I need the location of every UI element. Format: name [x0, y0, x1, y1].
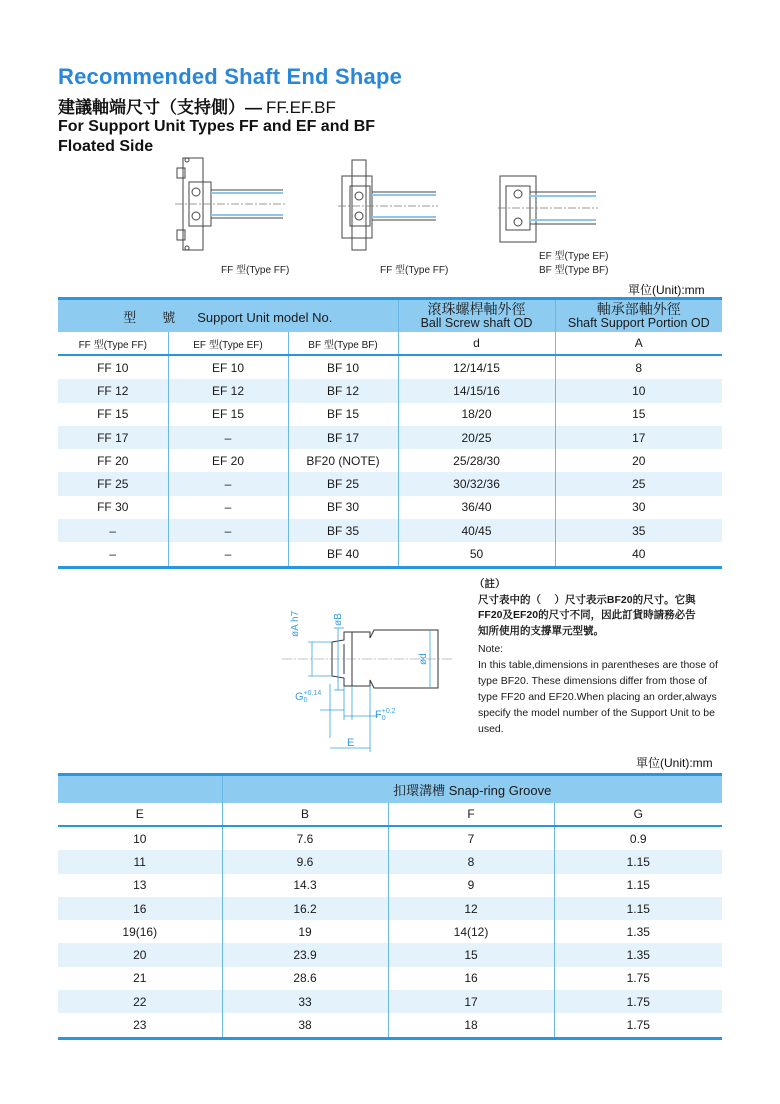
snap-ring-header: 扣環溝槽 Snap-ring Groove: [222, 775, 722, 804]
note-zh-line-2: FF20及EF20的尺寸不同，因此訂貨時請務必告: [478, 609, 696, 621]
ff-caption-2: FF 型(Type FF): [380, 265, 449, 276]
table2-cell-g: 1.75: [554, 990, 722, 1013]
support-header: [555, 299, 722, 333]
table1-cell-bf: BF 12: [288, 379, 398, 402]
subtitle: [58, 117, 375, 157]
table-row: [58, 472, 722, 495]
ef-caption: EF 型(Type EF): [539, 251, 609, 262]
note-en-line-3: type FF20 and EF20.When placing an order,always: [478, 691, 717, 703]
table1-cell-a: 10: [555, 379, 722, 402]
ff-type-drawing-2: [338, 156, 438, 256]
support-header-zh: 軸承部軸外徑: [596, 301, 681, 317]
table-row: [58, 449, 722, 472]
table2-cell-e: 21: [133, 971, 147, 986]
phi-a-label: øA h7: [290, 610, 301, 637]
table2-cell-e: 10: [133, 831, 147, 846]
table1-cell-d: 25/28/30: [398, 449, 555, 472]
note-zh-line-1: 尺寸表中的（ ）尺寸表示BF20的尺寸。它與: [478, 593, 696, 606]
table2-cell-e: 19(16): [122, 924, 158, 939]
table1-cell-d: 12/14/15: [398, 355, 555, 379]
table1-cell-bf: BF 40: [288, 542, 398, 567]
table1-cell-ef: EF 15: [168, 403, 288, 426]
table1-cell-d: 40/45: [398, 519, 555, 542]
col-ef-header: EF 型(Type EF): [168, 332, 288, 355]
table2-cell-g: 1.15: [554, 850, 722, 873]
table1-cell-d: 50: [398, 542, 555, 567]
model-codes: FF.EF.BF: [266, 98, 336, 117]
table1-cell-a: 15: [555, 403, 722, 426]
table2-cell-b: 14.3: [222, 874, 388, 897]
table1-cell-ff: FF 20: [97, 453, 129, 468]
table-row: [58, 519, 722, 542]
table1-cell-bf: BF20 (NOTE): [288, 449, 398, 472]
table2-cell-f: 12: [388, 897, 554, 920]
ef-bf-type-drawing: [498, 174, 598, 246]
table-row: [58, 874, 722, 897]
table-row: [58, 850, 722, 873]
table2-cell-b: 33: [222, 990, 388, 1013]
table2-cell-e: 22: [133, 994, 147, 1009]
phi-b-label: øB: [333, 613, 344, 626]
table2-cell-e: 13: [133, 878, 147, 893]
table1-cell-ef: EF 20: [168, 449, 288, 472]
table1-cell-ff: FF 15: [97, 407, 129, 422]
table1-cell-ef: –: [168, 496, 288, 519]
table1-cell-a: 35: [555, 519, 722, 542]
col-f-header: F: [388, 803, 554, 826]
table2-cell-b: 7.6: [222, 826, 388, 850]
table1-cell-bf: BF 10: [288, 355, 398, 379]
table-row: [58, 542, 722, 567]
table1-cell-a: 17: [555, 426, 722, 449]
table2-cell-f: 9: [388, 874, 554, 897]
table-row: [58, 920, 722, 943]
table2-cell-f: 18: [388, 1013, 554, 1038]
table1-cell-bf: BF 25: [288, 472, 398, 495]
table1-cell-bf: BF 15: [288, 403, 398, 426]
ff-caption-1: FF 型(Type FF): [221, 265, 290, 276]
model-header-en: Support Unit model No.: [197, 309, 333, 325]
col-d-header: d: [398, 332, 555, 355]
table2-cell-g: 1.15: [554, 897, 722, 920]
ballscrew-header-en: Ball Screw shaft OD: [420, 316, 533, 330]
ff-type-drawing-1: [175, 152, 285, 258]
table2-cell-e: 11: [133, 854, 146, 869]
table2-cell-f: 16: [388, 967, 554, 990]
table1-cell-a: 8: [555, 355, 722, 379]
table1-cell-a: 20: [555, 449, 722, 472]
f-tol-upper: +0.2: [381, 708, 396, 715]
table1-header: [58, 299, 722, 333]
g-label: [295, 690, 321, 704]
table-row: [58, 990, 722, 1013]
table1-cell-a: 30: [555, 496, 722, 519]
g-letter: G: [295, 690, 304, 703]
table1-cell-a: 25: [555, 472, 722, 495]
note-english: [478, 641, 728, 737]
col-ff-header: FF 型(Type FF): [58, 332, 168, 355]
table2-cell-b: 38: [222, 1013, 388, 1038]
chinese-title: [58, 93, 336, 118]
unit-label-1: 單位(Unit):mm: [628, 283, 705, 297]
table2-subheader: [58, 803, 722, 826]
col-b-header: B: [222, 803, 388, 826]
table1-subheader: [58, 332, 722, 355]
table-row: [58, 897, 722, 920]
model-header-zh: 型 號: [123, 309, 176, 325]
e-label: E: [347, 737, 355, 749]
col-a-header: A: [555, 332, 722, 355]
page-title: Recommended Shaft End Shape: [58, 64, 403, 89]
col-e-header: E: [58, 803, 222, 826]
table1-cell-ff: FF 30: [97, 500, 129, 515]
table-row: [58, 355, 722, 379]
table-row: [58, 426, 722, 449]
table1-cell-d: 20/25: [398, 426, 555, 449]
note-en-line-5: used.: [478, 723, 504, 735]
table1-cell-d: 36/40: [398, 496, 555, 519]
table2-cell-e: 23: [133, 1018, 147, 1033]
phi-d-label: ød: [418, 653, 429, 665]
table2-cell-f: 14(12): [388, 920, 554, 943]
ballscrew-header-zh: 滾珠螺桿軸外徑: [427, 301, 526, 317]
note-en-line-4: specify the model number of the Support Unit to be: [478, 707, 715, 719]
table2-cell-g: 1.35: [554, 920, 722, 943]
table2-cell-g: 1.75: [554, 967, 722, 990]
table2-header: [58, 775, 722, 804]
table2-cell-f: 8: [388, 850, 554, 873]
f-tol-lower: 0: [381, 715, 386, 722]
table1-cell-ef: –: [168, 472, 288, 495]
table1-cell-bf: BF 17: [288, 426, 398, 449]
table2-cell-b: 19: [222, 920, 388, 943]
table1-cell-ef: EF 10: [168, 355, 288, 379]
model-header: [58, 299, 398, 333]
table2-cell-b: 28.6: [222, 967, 388, 990]
support-unit-table: [58, 297, 722, 569]
table2-cell-f: 17: [388, 990, 554, 1013]
table-row: [58, 1013, 722, 1038]
subtitle-line-2: Floated Side: [58, 138, 154, 155]
ballscrew-header: [398, 299, 555, 333]
table-row: [58, 967, 722, 990]
table2-cell-b: 23.9: [222, 943, 388, 966]
table-row: [58, 496, 722, 519]
table2-cell-f: 15: [388, 943, 554, 966]
note-en-line-2: type BF20. These dimensions differ from those of: [478, 675, 707, 687]
table-row: [58, 943, 722, 966]
table1-cell-bf: BF 30: [288, 496, 398, 519]
table1-cell-d: 18/20: [398, 403, 555, 426]
col-bf-header: BF 型(Type BF): [288, 332, 398, 355]
table2-cell-g: 0.9: [554, 826, 722, 850]
table2-header-blank: [58, 775, 222, 804]
table1-cell-ef: EF 12: [168, 379, 288, 402]
table2-cell-e: 20: [133, 948, 147, 963]
table1-cell-bf: BF 35: [288, 519, 398, 542]
f-letter: F: [375, 708, 382, 721]
table2-cell-g: 1.75: [554, 1013, 722, 1038]
table1-cell-ff: –: [109, 547, 117, 562]
table-row: [58, 379, 722, 402]
table1-cell-ef: –: [168, 519, 288, 542]
subtitle-line-1: For Support Unit Types FF and EF and BF: [58, 118, 376, 135]
g-tol-upper: +0.14: [303, 690, 322, 697]
table2-cell-b: 16.2: [222, 897, 388, 920]
snap-ring-groove-table: [58, 773, 722, 1040]
support-header-en: Shaft Support Portion OD: [567, 316, 710, 330]
note-zh-head: （註）: [474, 578, 506, 590]
shaft-end-drawing: [282, 588, 452, 756]
note-en-head: Note:: [478, 643, 504, 655]
table1-cell-ff: FF 25: [97, 477, 129, 492]
table1-cell-a: 40: [555, 542, 722, 567]
table1-cell-ff: FF 17: [97, 430, 129, 445]
table1-cell-ff: FF 10: [97, 360, 129, 375]
table1-cell-ef: –: [168, 426, 288, 449]
table2-cell-b: 9.6: [222, 850, 388, 873]
g-tol-lower: 0: [303, 697, 308, 704]
note-zh-line-3: 知所使用的支撐單元型號。: [478, 624, 604, 637]
note-en-line-1: In this table,dimensions in parentheses are those of: [478, 659, 718, 671]
table2-cell-g: 1.35: [554, 943, 722, 966]
table2-cell-f: 7: [388, 826, 554, 850]
table2-cell-e: 16: [133, 901, 147, 916]
table1-cell-ef: –: [168, 542, 288, 567]
table1-cell-d: 30/32/36: [398, 472, 555, 495]
col-g-header: G: [554, 803, 722, 826]
chinese-title-text: 建議軸端尺寸（支持側）—: [58, 98, 262, 117]
table2-cell-g: 1.15: [554, 874, 722, 897]
note-chinese: [474, 577, 728, 639]
table1-cell-d: 14/15/16: [398, 379, 555, 402]
table1-cell-ff: FF 12: [97, 383, 129, 398]
unit-label-2: 單位(Unit):mm: [636, 756, 713, 770]
table1-cell-ff: –: [109, 523, 117, 538]
table-row: [58, 826, 722, 850]
bf-caption: BF 型(Type BF): [539, 265, 609, 276]
table-row: [58, 403, 722, 426]
f-label: [375, 708, 396, 722]
